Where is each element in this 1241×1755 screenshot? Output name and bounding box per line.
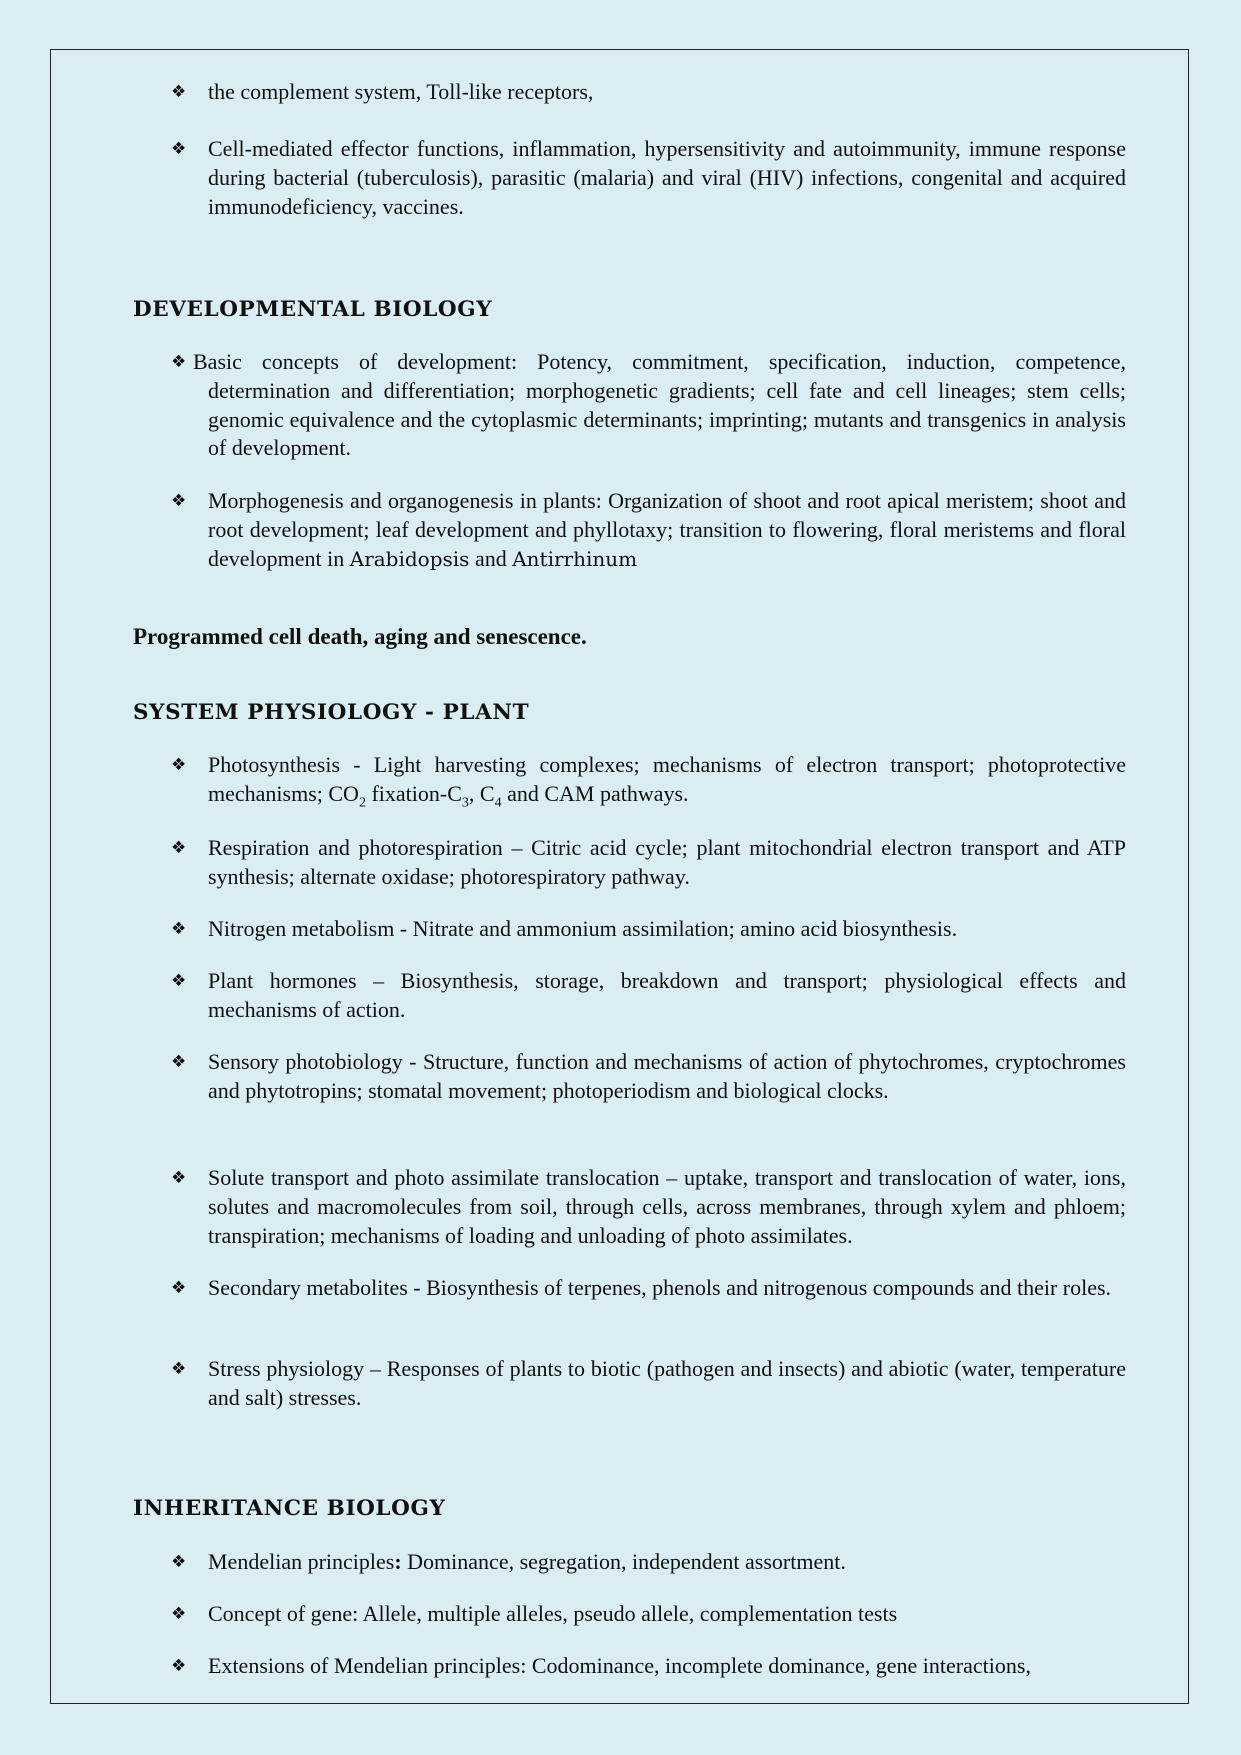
diamond-bullet-icon: ❖: [171, 755, 187, 775]
diamond-bullet-icon: ❖: [171, 1278, 187, 1298]
list-item-text: fixation-C: [365, 780, 462, 806]
genus-name-antirrhinum: Antirrhinum: [512, 546, 638, 571]
list-item-text: Plant hormones – Biosynthesis, storage, breakdown and transport; physiological effects and mechanisms of action.: [208, 968, 1126, 1022]
subscript: 3: [461, 795, 469, 811]
list-item: [171, 1652, 1126, 1681]
list-item-text: Solute transport and photo assimilate translocation – uptake, transport and translocation of water, ions, solutes and macromolecules from soil, through cells, across membranes, through xylem and phloem; transpiration; mechanisms of loading and unloading of photo assimilates.: [208, 1165, 1126, 1248]
bold-topic-line: Programmed cell death, aging and senescence.: [133, 624, 587, 649]
list-item-text: , C: [468, 780, 495, 806]
list-item-text: Sensory photobiology - Structure, function and mechanisms of action of phytochromes, cryptochromes and phytotropins; stomatal movement; photoperiodism and biological clocks.: [208, 1049, 1126, 1103]
diamond-bullet-icon: ❖: [171, 139, 187, 159]
list-item-text: and CAM pathways.: [501, 780, 689, 806]
list-item: [171, 135, 1126, 221]
section-heading-developmental-biology: DEVELOPMENTAL BIOLOGY: [133, 297, 493, 322]
list-item-text: Cell-mediated effector functions, inflammation, hypersensitivity and autoimmunity, immune response during bacterial (tuberculosis), parasitic (malaria) and viral (HIV) infections, congenital and acquired immunodeficiency, vaccines.: [208, 136, 1126, 219]
list-item: [171, 348, 1126, 463]
list-item: [171, 1274, 1126, 1303]
list-item-colon: :: [394, 1549, 402, 1574]
list-item-text: Mendelian principles: [208, 1549, 395, 1574]
list-item-text: Dominance, segregation, independent assortment.: [401, 1549, 846, 1574]
list-item-text: Secondary metabolites - Biosynthesis of terpenes, phenols and nitrogenous compounds and their roles.: [208, 1275, 1112, 1300]
list-item-text: the complement system, Toll-like receptors,: [208, 79, 594, 104]
diamond-bullet-icon: ❖: [171, 491, 187, 511]
list-item-text: Basic concepts of development: Potency, commitment, specification, induction, competence, determination and differentiation; morphogenetic gradients; cell fate and cell lineages; stem cells; genomic equivalence and the cytoplasmic determinants; imprinting; mutants and transgenics in analysis of development.: [193, 349, 1126, 461]
list-item-text: Concept of gene: Allele, multiple alleles, pseudo allele, complementation tests: [208, 1601, 898, 1626]
section-heading-inheritance-biology: INHERITANCE BIOLOGY: [133, 1496, 446, 1521]
list-item-text: Nitrogen metabolism - Nitrate and ammonium assimilation; amino acid biosynthesis.: [208, 916, 958, 941]
diamond-bullet-icon: ❖: [171, 838, 187, 858]
diamond-bullet-icon: ❖: [171, 971, 187, 991]
diamond-bullet-icon: ❖: [171, 1359, 187, 1379]
diamond-bullet-icon: ❖: [171, 1604, 187, 1624]
list-item: [171, 487, 1126, 573]
genus-name-arabidopsis: Arabidopsis: [349, 546, 470, 571]
list-item: [171, 915, 1126, 944]
list-item-text: Stress physiology – Responses of plants to biotic (pathogen and insects) and abiotic (water, temperature and salt) stresses.: [208, 1356, 1126, 1410]
list-item: [171, 1164, 1126, 1250]
subscript: 2: [358, 795, 366, 811]
section-heading-system-physiology: SYSTEM PHYSIOLOGY - PLANT: [133, 700, 530, 725]
list-item: [171, 751, 1126, 811]
list-item: [171, 78, 1126, 107]
list-item-text: Morphogenesis and organogenesis in plants: Organization of shoot and root apical meristem; shoot and root development; leaf development and phyllotaxy; transition to flowering, floral meristems and floral development in: [208, 488, 1126, 571]
diamond-bullet-icon: ❖: [171, 1552, 187, 1572]
diamond-bullet-icon: ❖: [171, 1168, 187, 1188]
list-item: [171, 1548, 1126, 1577]
list-item-text: Photosynthesis - Light harvesting complexes; mechanisms of electron transport; photoprotective mechanisms; CO: [208, 752, 1126, 806]
subscript: 4: [494, 795, 502, 811]
list-item-text-and: and: [474, 545, 507, 571]
diamond-bullet-icon: ❖: [171, 919, 187, 939]
diamond-bullet-icon: ❖: [171, 1656, 187, 1676]
list-item: [171, 1355, 1126, 1413]
list-item-text: Extensions of Mendelian principles: Codominance, incomplete dominance, gene interactions,: [208, 1653, 1031, 1678]
list-item: [171, 834, 1126, 892]
diamond-bullet-icon: ❖: [171, 1052, 187, 1072]
list-item-text: Respiration and photorespiration – Citric acid cycle; plant mitochondrial electron transport and ATP synthesis; alternate oxidase; photorespiratory pathway.: [208, 835, 1126, 889]
diamond-bullet-icon: ❖: [171, 82, 187, 102]
list-item: [171, 1048, 1126, 1106]
list-item: [171, 967, 1126, 1025]
list-item: [171, 1600, 1126, 1629]
